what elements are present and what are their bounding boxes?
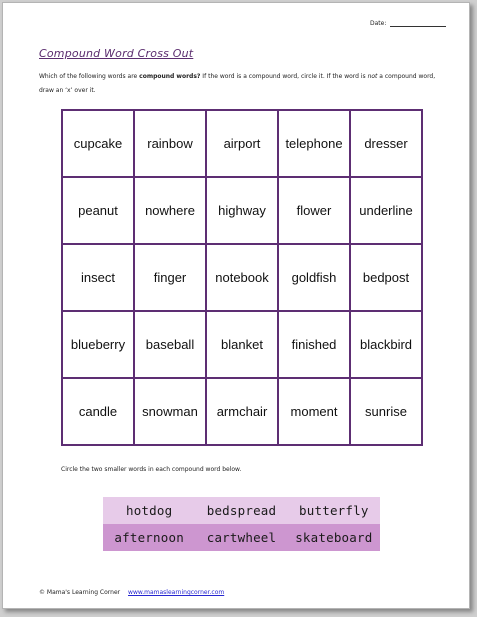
grid-row (62, 311, 422, 378)
grid-cell[interactable]: airport (206, 110, 278, 177)
worksheet-title: Compound Word Cross Out (39, 47, 194, 60)
compound-word[interactable]: afternoon (114, 530, 184, 545)
copyright-text: © Mama's Learning Corner (39, 589, 121, 596)
word-grid (61, 109, 423, 446)
instructions (39, 70, 449, 98)
instructions-bold: compound words? (139, 73, 201, 80)
grid-cell[interactable]: rainbow (134, 110, 206, 177)
sub-instructions: Circle the two smaller words in each compound word below. (61, 466, 242, 473)
date-label: Date: (370, 20, 387, 27)
footer (39, 589, 224, 596)
compound-word-row (103, 497, 380, 524)
compound-word[interactable]: hotdog (125, 503, 173, 518)
compound-word[interactable]: butterfly (299, 503, 369, 518)
grid-row (62, 110, 422, 177)
compound-word[interactable]: cartwheel (206, 530, 277, 545)
instructions-text-3: a compound word, draw an ‘x’ over it. (39, 73, 436, 94)
website-link[interactable]: www.mamaslearningcorner.com (128, 589, 225, 596)
compound-word[interactable]: skateboard (295, 530, 373, 545)
compound-word-row (103, 524, 380, 551)
grid-cell[interactable]: peanut (62, 177, 134, 244)
worksheet-page (2, 2, 470, 609)
grid-cell[interactable]: armchair (206, 378, 278, 445)
grid-row (62, 378, 422, 445)
grid-cell[interactable]: dresser (350, 110, 422, 177)
instructions-text-1: Which of the following words are (39, 73, 140, 80)
grid-cell[interactable]: moment (278, 378, 350, 445)
grid-cell[interactable]: snowman (134, 378, 206, 445)
grid-cell[interactable]: blanket (206, 311, 278, 378)
grid-cell[interactable]: underline (350, 177, 422, 244)
grid-cell[interactable]: nowhere (134, 177, 206, 244)
grid-cell[interactable]: notebook (206, 244, 278, 311)
grid-cell[interactable]: sunrise (350, 378, 422, 445)
grid-cell[interactable]: insect (62, 244, 134, 311)
date-line (390, 19, 446, 27)
grid-row (62, 244, 422, 311)
grid-cell[interactable]: candle (62, 378, 134, 445)
instructions-italic: not (367, 73, 378, 80)
grid-cell[interactable]: highway (206, 177, 278, 244)
compound-word-box (103, 497, 380, 551)
grid-cell[interactable]: flower (278, 177, 350, 244)
grid-cell[interactable]: bedpost (350, 244, 422, 311)
grid-cell[interactable]: finished (278, 311, 350, 378)
grid-cell[interactable]: telephone (278, 110, 350, 177)
grid-cell[interactable]: goldfish (278, 244, 350, 311)
compound-word[interactable]: bedspread (206, 503, 277, 518)
grid-row (62, 177, 422, 244)
grid-cell[interactable]: cupcake (62, 110, 134, 177)
instructions-text-2: If the word is a compound word, circle it. If the word is (200, 73, 368, 80)
date-field (370, 19, 446, 27)
grid-cell[interactable]: blueberry (62, 311, 134, 378)
grid-cell[interactable]: blackbird (350, 311, 422, 378)
grid-cell[interactable]: finger (134, 244, 206, 311)
grid-cell[interactable]: baseball (134, 311, 206, 378)
